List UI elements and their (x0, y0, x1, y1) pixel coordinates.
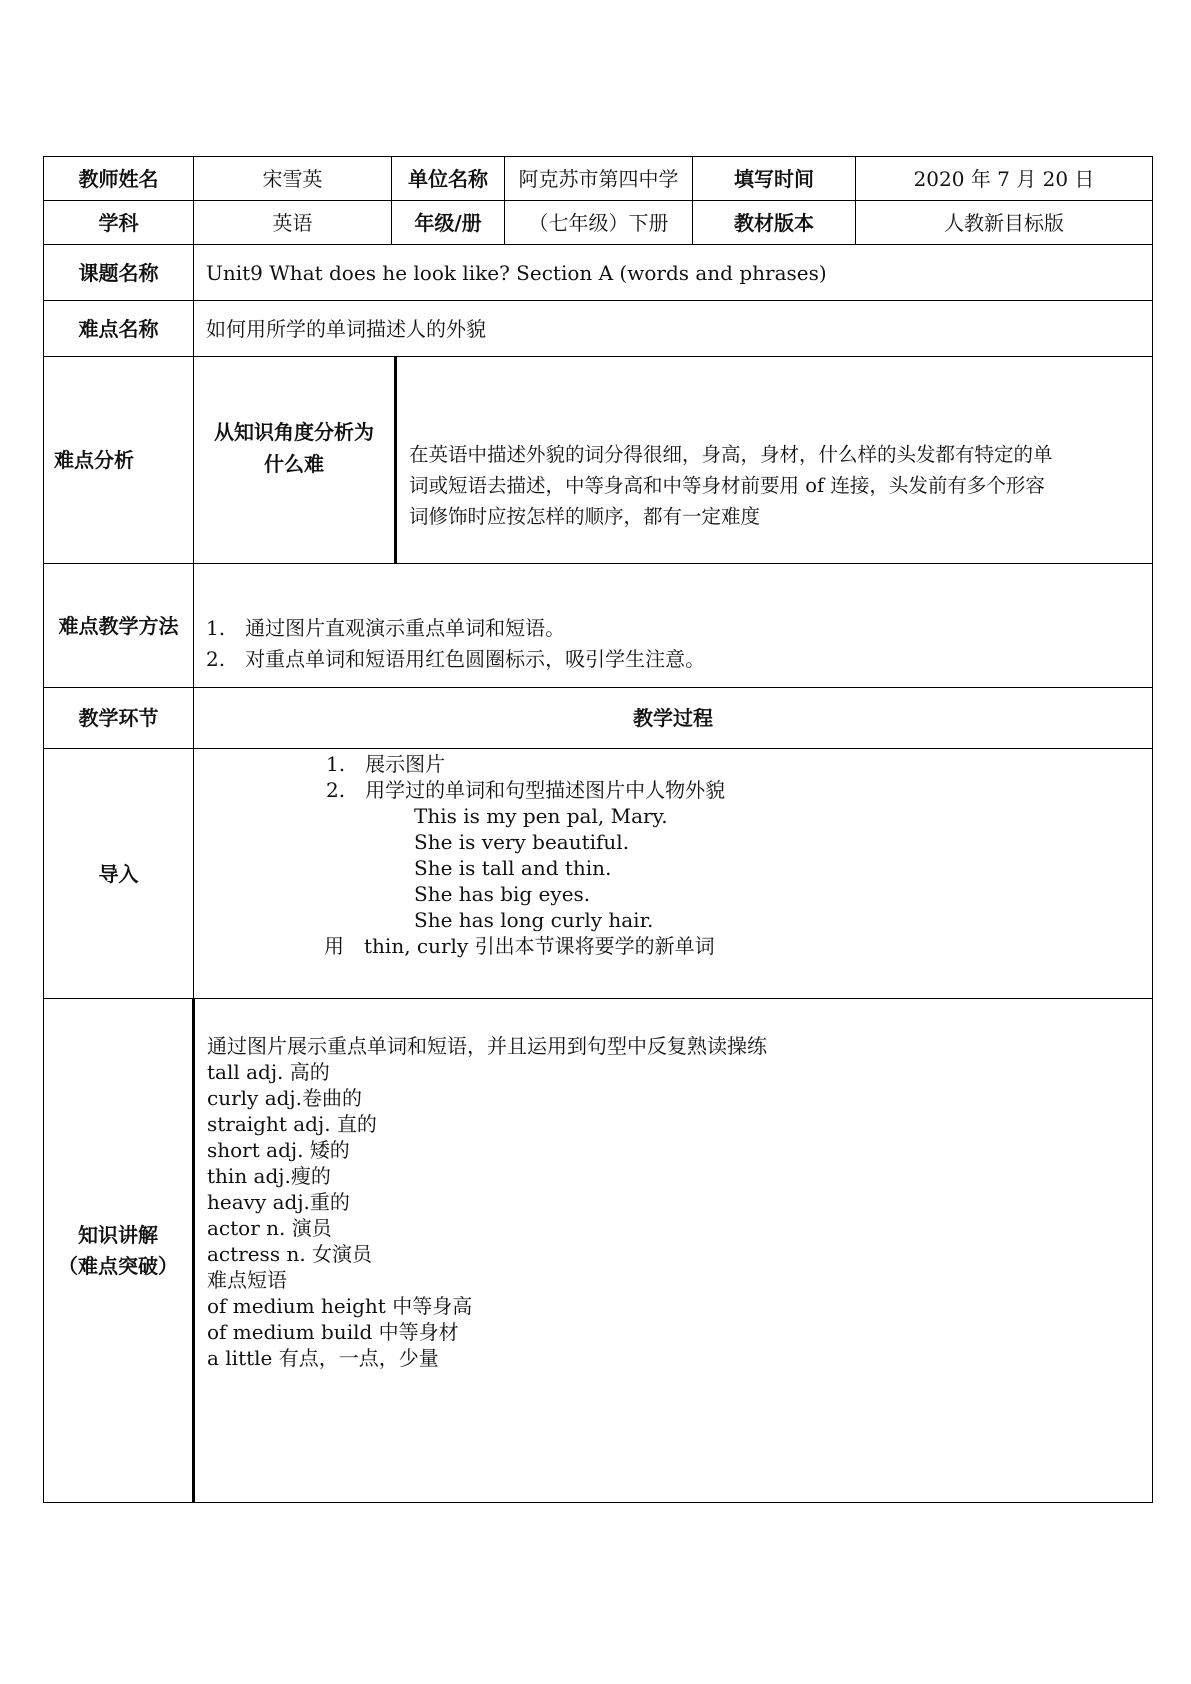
difficulty-label: 难点名称 (44, 301, 194, 357)
topic-label: 课题名称 (44, 245, 194, 301)
intro-sentence: She has big eyes. (414, 882, 591, 906)
intro-closing: 用 thin, curly 引出本节课将要学的新单词 (324, 934, 715, 958)
vocab-item: tall adj. 高的 (207, 1060, 330, 1084)
vocab-item: thin adj.瘦的 (207, 1164, 331, 1188)
unit-label: 单位名称 (392, 157, 505, 201)
header-row-1 (44, 157, 1153, 201)
intro-sentence: She is tall and thin. (414, 856, 612, 880)
analysis-line: 词或短语去描述，中等身高和中等身材前要用 of 连接，头发前有多个形容 (409, 474, 1045, 497)
vocab-item: actor n. 演员 (207, 1216, 332, 1240)
topic-row (44, 245, 1153, 301)
grade-label: 年级/册 (392, 201, 505, 245)
analysis-sub-label-line-2: 什么难 (264, 452, 324, 476)
method-item: 2. 对重点单词和短语用红色圆圈标示，吸引学生注意。 (206, 646, 706, 671)
analysis-line: 在英语中描述外貌的词分得很细，身高，身材，什么样的头发都有特定的单 (409, 443, 1053, 466)
topic-value: Unit9 What does he look like? Section A (words and phrases) (194, 245, 1153, 301)
lesson-plan-table (43, 156, 1153, 1503)
teacher-label: 教师姓名 (44, 157, 194, 201)
intro-step: 1. 展示图片 (326, 752, 446, 776)
difficulty-value: 如何用所学的单词描述人的外貌 (194, 301, 1153, 357)
phrase-item: of medium height 中等身高 (207, 1294, 473, 1318)
intro-sentence: This is my pen pal, Mary. (414, 804, 668, 828)
subject-value: 英语 (194, 201, 392, 245)
intro-row (44, 749, 1153, 999)
knowledge-intro: 通过图片展示重点单词和短语，并且运用到句型中反复熟读操练 (207, 1034, 767, 1058)
knowledge-content (194, 999, 1153, 1503)
knowledge-label-line-1: 知识讲解 (78, 1222, 158, 1247)
method-label: 难点教学方法 (44, 564, 194, 688)
analysis-row (44, 357, 1153, 564)
knowledge-label-line-2: （难点突破） (58, 1253, 178, 1278)
date-value: 2020 年 7 月 20 日 (856, 157, 1153, 201)
vocab-item: curly adj.卷曲的 (207, 1086, 362, 1110)
process-label: 教学过程 (194, 688, 1153, 749)
edition-label: 教材版本 (693, 201, 856, 245)
teacher-value: 宋雪英 (194, 157, 392, 201)
analysis-line: 词修饰时应按怎样的顺序，都有一定难度 (409, 505, 761, 528)
vocab-item: heavy adj.重的 (207, 1190, 350, 1214)
difficulty-row (44, 301, 1153, 357)
edition-value: 人教新目标版 (856, 201, 1153, 245)
analysis-sub-label-line-1: 从知识角度分析为 (214, 420, 374, 444)
phrase-item: of medium build 中等身材 (207, 1320, 459, 1344)
analysis-sub-label (194, 357, 396, 564)
knowledge-row (44, 999, 1153, 1503)
grade-value: （七年级）下册 (505, 201, 693, 245)
intro-sentence: She is very beautiful. (414, 830, 630, 854)
phrase-heading: 难点短语 (207, 1268, 287, 1292)
intro-content (194, 749, 1153, 999)
intro-step: 2. 用学过的单词和句型描述图片中人物外貌 (326, 778, 726, 802)
method-list (194, 564, 1153, 688)
analysis-text (396, 357, 1153, 564)
vocab-item: straight adj. 直的 (207, 1112, 377, 1136)
knowledge-label (44, 999, 194, 1503)
intro-label: 导入 (44, 749, 194, 999)
vocab-item: short adj. 矮的 (207, 1138, 350, 1162)
stage-label: 教学环节 (44, 688, 194, 749)
method-row (44, 564, 1153, 688)
method-item: 1. 通过图片直观演示重点单词和短语。 (206, 615, 566, 640)
analysis-label: 难点分析 (44, 357, 194, 564)
unit-value: 阿克苏市第四中学 (505, 157, 693, 201)
subject-label: 学科 (44, 201, 194, 245)
vocab-item: actress n. 女演员 (207, 1242, 373, 1266)
header-row-2 (44, 201, 1153, 245)
phrase-item: a little 有点，一点，少量 (207, 1346, 439, 1370)
intro-sentence: She has long curly hair. (414, 908, 654, 932)
process-header-row (44, 688, 1153, 749)
date-label: 填写时间 (693, 157, 856, 201)
